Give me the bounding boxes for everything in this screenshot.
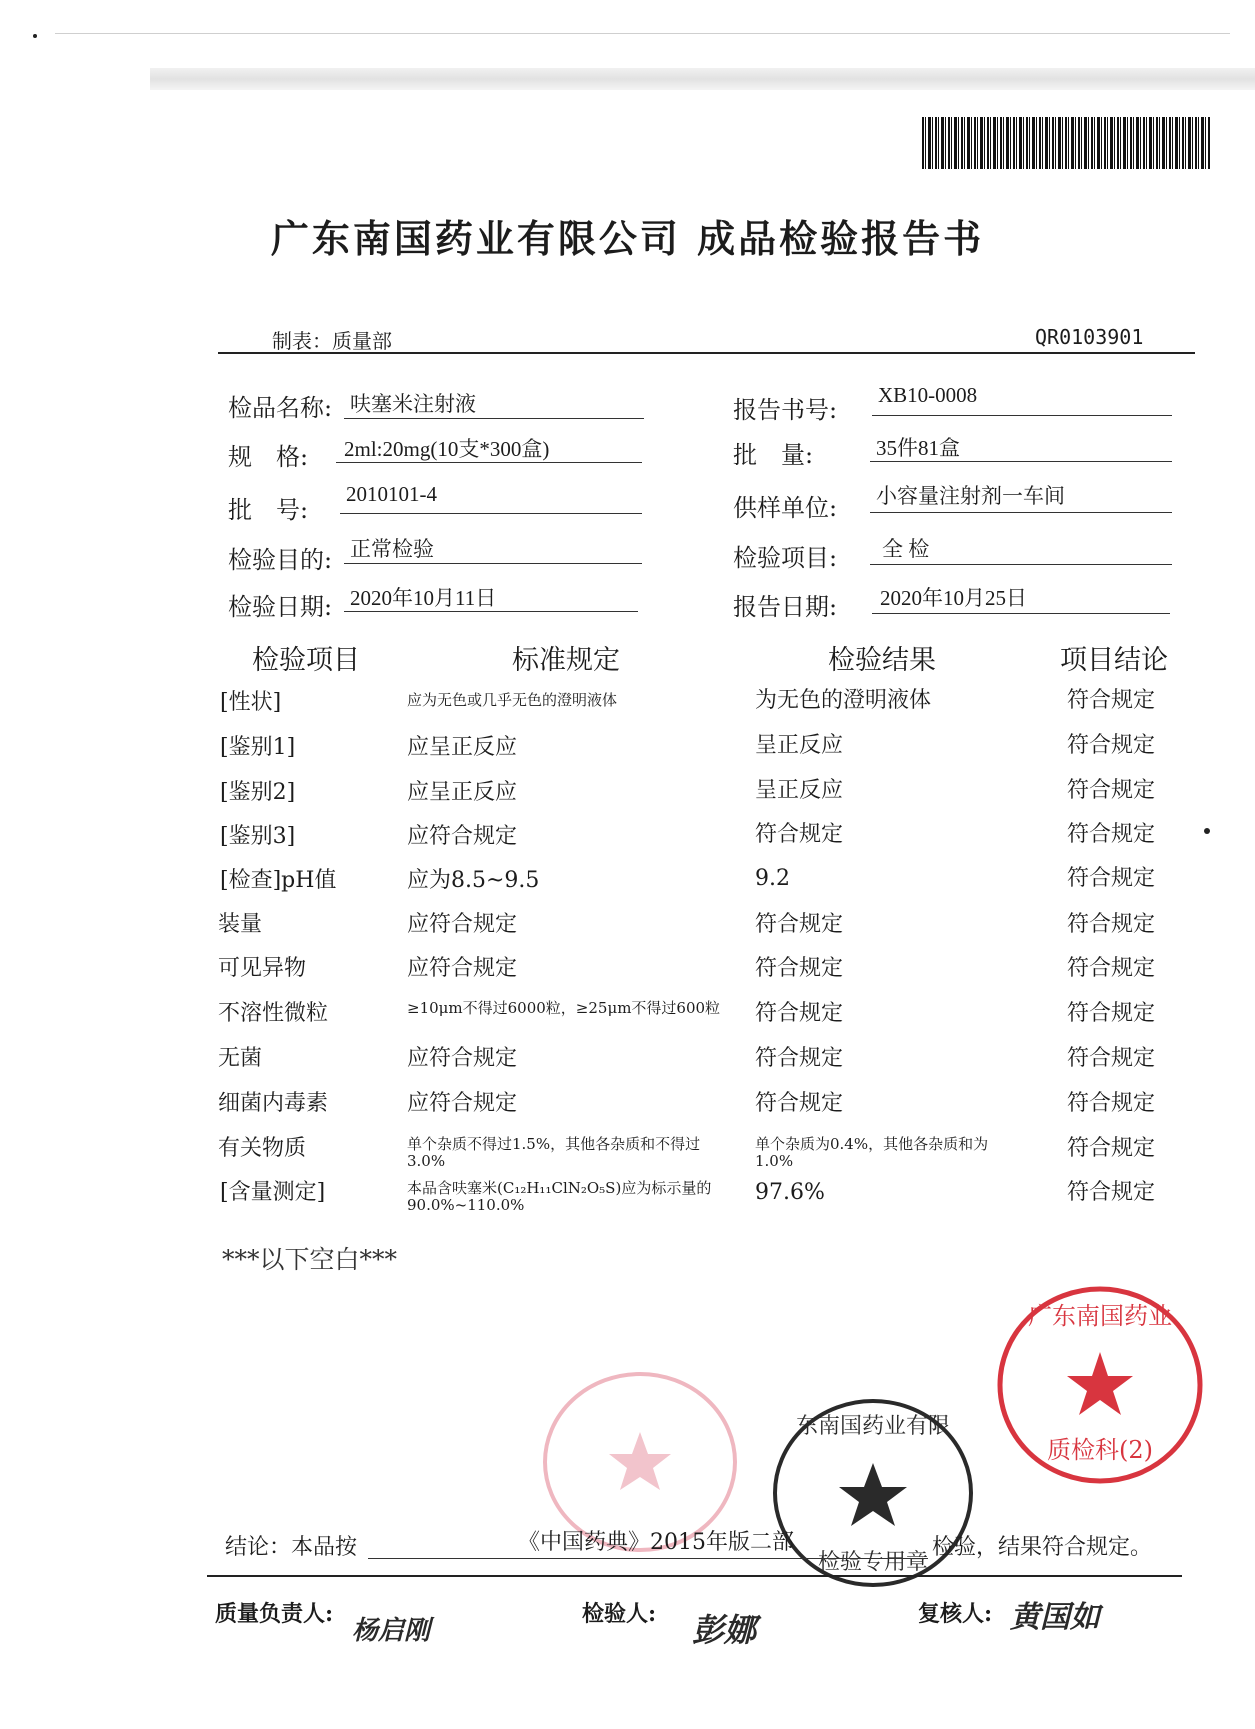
purpose-value: 正常检验	[350, 537, 434, 561]
quality-manager-signature: 杨启刚	[352, 1616, 431, 1646]
product-value: 呋塞米注射液	[350, 392, 476, 416]
row-standard: 应呈正反应	[407, 735, 518, 760]
row-result: 符合规定	[755, 1091, 844, 1116]
row-item: [性状]	[220, 690, 282, 715]
blank-note: ***以下空白***	[222, 1245, 398, 1274]
items-label: 检验项目:	[733, 544, 838, 572]
report-date-value: 2020年10月25日	[880, 586, 1027, 610]
svg-text:检验专用章: 检验专用章	[817, 1550, 929, 1575]
row-conclusion: 符合规定	[1067, 1136, 1156, 1161]
row-result: 符合规定	[755, 912, 844, 937]
quantity-value: 35件81盒	[876, 436, 960, 460]
supplier-label: 供样单位:	[733, 494, 838, 522]
row-conclusion: 符合规定	[1067, 1180, 1156, 1205]
row-conclusion: 符合规定	[1067, 822, 1156, 847]
items-value: 全 检	[882, 537, 930, 561]
row-item: 无菌	[218, 1046, 263, 1071]
reviewer-signature: 黄国如	[1010, 1600, 1100, 1635]
inspection-stamp	[768, 1393, 978, 1593]
test-date-value: 2020年10月11日	[350, 586, 497, 610]
row-conclusion: 符合规定	[1067, 866, 1156, 891]
report-title: 广东南国药业有限公司 成品检验报告书	[270, 216, 985, 261]
inspector-signature: 彭娜	[692, 1611, 757, 1649]
row-result: 为无色的澄明液体	[755, 688, 932, 713]
scan-shadow-band	[150, 68, 1255, 90]
row-standard: 应为8.5~9.5	[407, 868, 540, 893]
row-conclusion: 符合规定	[1067, 778, 1156, 803]
items-underline	[870, 564, 1172, 565]
row-standard: ≥10μm不得过6000粒，≥25μm不得过600粒	[407, 999, 721, 1017]
svg-text:广东南国药业: 广东南国药业	[1028, 1302, 1172, 1330]
report-no-label: 报告书号:	[733, 396, 838, 424]
barcode	[922, 117, 1210, 169]
header-standard: 标准规定	[512, 645, 620, 676]
scan-edge-line	[55, 33, 1230, 34]
batch-underline	[340, 513, 642, 514]
header-item: 检验项目	[252, 645, 360, 676]
row-result: 符合规定	[755, 1001, 844, 1026]
row-item: [鉴别1]	[220, 735, 296, 760]
spec-value: 2ml:20mg(10支*300盒)	[344, 437, 550, 461]
header-conclusion: 项目结论	[1060, 645, 1168, 676]
report-date-label: 报告日期:	[733, 593, 838, 621]
scan-speck	[1204, 828, 1210, 834]
row-result: 单个杂质为0.4%，其他各杂质和为1.0%	[755, 1135, 989, 1170]
row-result: 符合规定	[755, 1046, 844, 1071]
quantity-underline	[870, 461, 1172, 462]
row-standard: 应符合规定	[407, 824, 518, 849]
test-date-label: 检验日期:	[228, 593, 333, 621]
row-result: 符合规定	[755, 956, 844, 981]
report-no-value: XB10-0008	[878, 383, 978, 407]
row-standard: 应符合规定	[407, 956, 518, 981]
purpose-underline	[344, 563, 642, 564]
row-item: [检查]pH值	[220, 868, 337, 893]
header-result: 检验结果	[828, 645, 936, 676]
row-conclusion: 符合规定	[1067, 1046, 1156, 1071]
row-item: 可见异物	[218, 956, 307, 981]
report-no-underline	[872, 415, 1172, 416]
conclusion-prefix: 结论：本品按	[225, 1535, 358, 1560]
row-conclusion: 符合规定	[1067, 1091, 1156, 1116]
footer-rule	[207, 1575, 1182, 1577]
reviewer-label: 复核人:	[918, 1601, 993, 1627]
row-conclusion: 符合规定	[1067, 912, 1156, 937]
scan-speck	[33, 34, 37, 38]
svg-text:质检科(2): 质检科(2)	[1047, 1436, 1153, 1464]
conclusion-suffix: 检验，结果符合规定。	[932, 1535, 1153, 1560]
spec-label: 规 格:	[228, 443, 309, 471]
row-conclusion: 符合规定	[1067, 956, 1156, 981]
supplier-value: 小容量注射剂一车间	[876, 484, 1065, 508]
row-standard: 应符合规定	[407, 1046, 518, 1071]
supplier-underline	[870, 512, 1172, 513]
product-label: 检品名称:	[228, 394, 333, 422]
row-standard: 应符合规定	[407, 1091, 518, 1116]
form-code: QR0103901	[1035, 325, 1144, 349]
row-result: 97.6%	[755, 1180, 825, 1205]
row-standard: 应呈正反应	[407, 780, 518, 805]
purpose-label: 检验目的:	[228, 546, 333, 574]
row-item: [鉴别3]	[220, 824, 296, 849]
row-standard: 本品含呋塞米(C₁₂H₁₁ClN₂O₅S)应为标示量的90.0%~110.0%	[407, 1179, 712, 1214]
conclusion-standard: 《中国药典》2015年版二部	[518, 1530, 794, 1555]
row-item: 有关物质	[218, 1136, 307, 1161]
spec-underline	[336, 462, 642, 463]
row-conclusion: 符合规定	[1067, 733, 1156, 758]
row-result: 符合规定	[755, 822, 844, 847]
row-result: 呈正反应	[755, 733, 844, 758]
header-rule	[218, 352, 1195, 354]
quality-manager-label: 质量负责人:	[215, 1601, 334, 1627]
svg-text:东南国药业有限: 东南国药业有限	[795, 1414, 951, 1439]
row-item: 装量	[218, 912, 263, 937]
row-standard: 应为无色或几乎无色的澄明液体	[407, 691, 618, 709]
row-conclusion: 符合规定	[1067, 1001, 1156, 1026]
row-conclusion: 符合规定	[1067, 688, 1156, 713]
product-underline	[344, 418, 644, 419]
conclusion-underline	[368, 1558, 928, 1559]
batch-value: 2010101-4	[346, 482, 437, 506]
inspector-label: 检验人:	[582, 1601, 657, 1627]
qc-stamp	[990, 1280, 1210, 1490]
batch-label: 批 号:	[228, 496, 309, 524]
row-item: 细菌内毒素	[218, 1091, 329, 1116]
row-item: [鉴别2]	[220, 780, 296, 805]
row-result: 9.2	[755, 866, 790, 891]
row-item: 不溶性微粒	[218, 1001, 329, 1026]
row-result: 呈正反应	[755, 778, 844, 803]
maker-label: 制表：质量部	[272, 329, 392, 353]
row-standard: 单个杂质不得过1.5%，其他各杂质和不得过3.0%	[407, 1135, 701, 1170]
test-date-underline	[344, 611, 638, 612]
report-date-underline	[872, 613, 1170, 614]
row-item: [含量测定]	[220, 1180, 326, 1205]
row-standard: 应符合规定	[407, 912, 518, 937]
quantity-label: 批 量:	[733, 441, 814, 469]
